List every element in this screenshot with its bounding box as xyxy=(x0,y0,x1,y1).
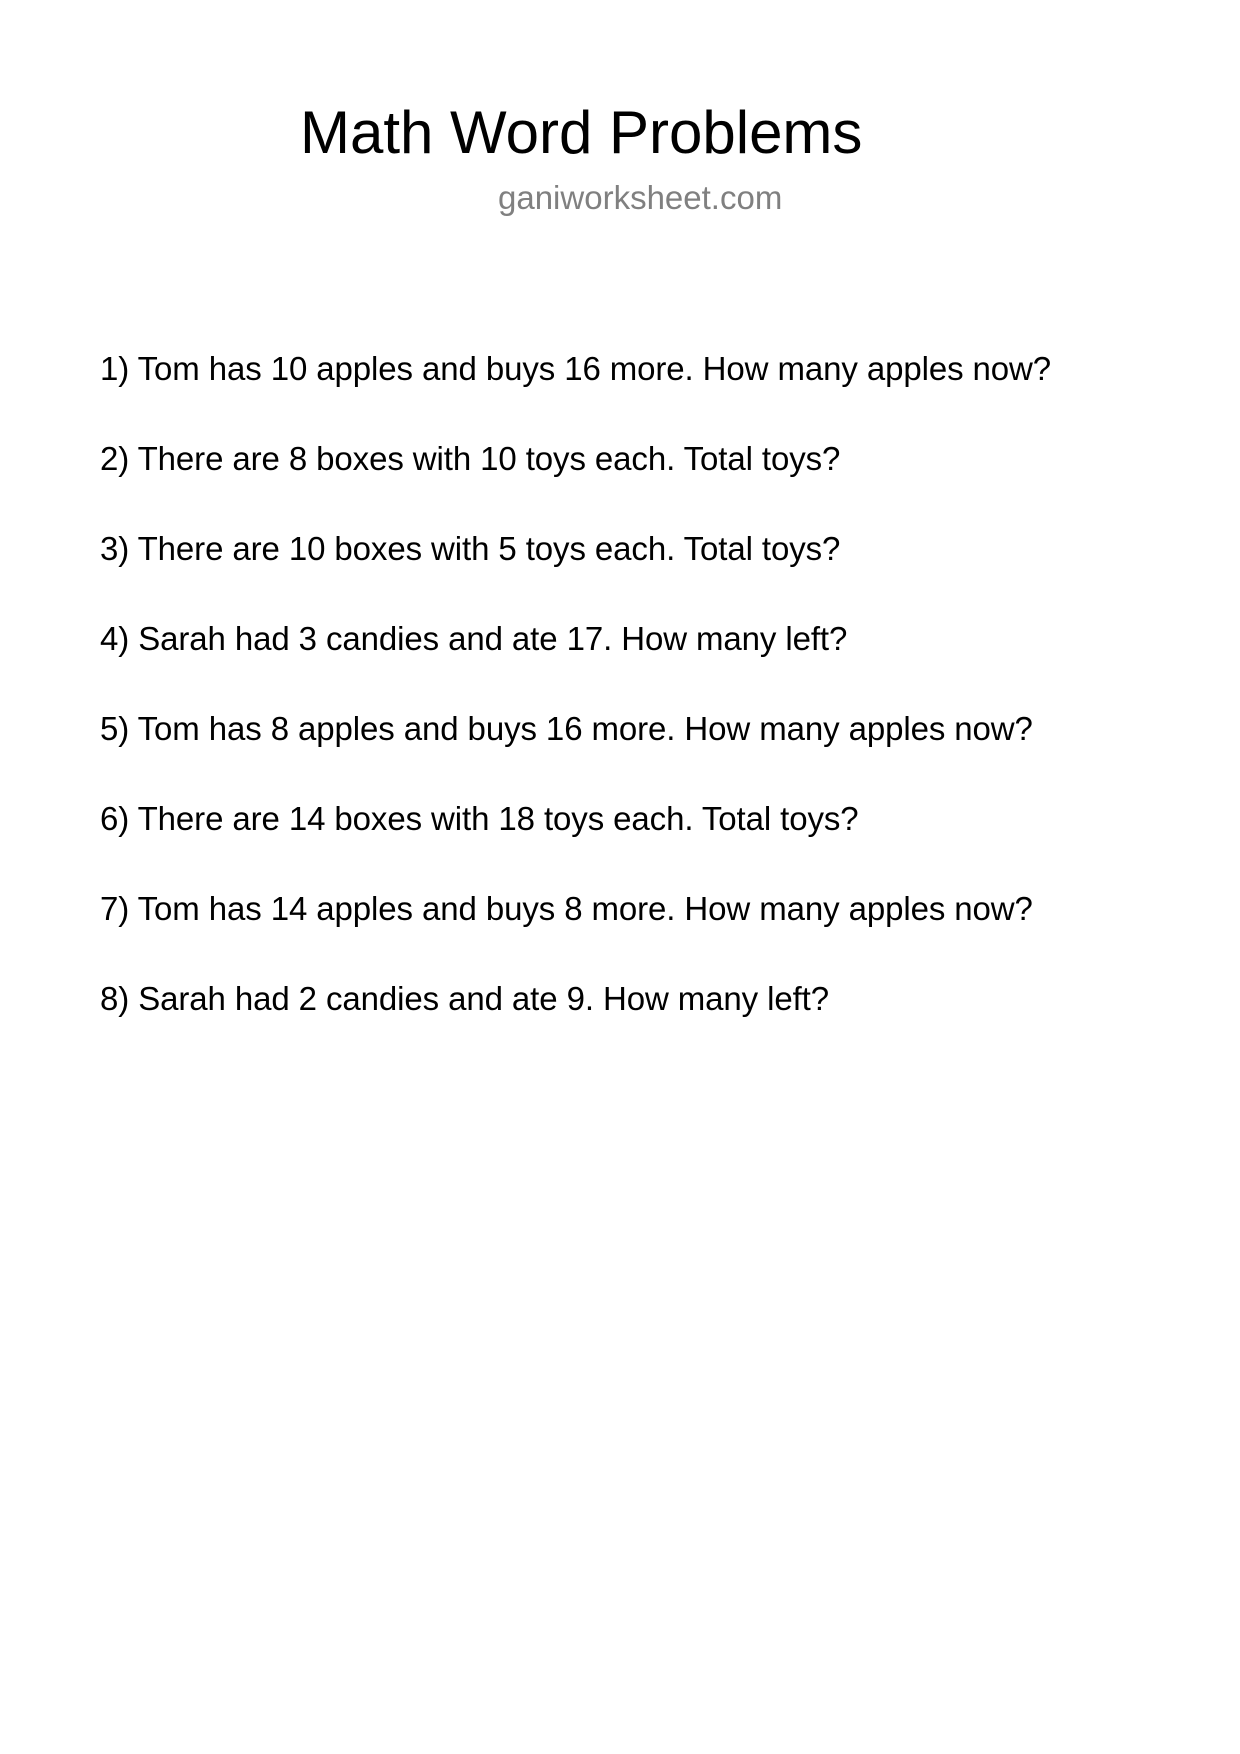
problem-item: 2) There are 8 boxes with 10 toys each. Total toys? xyxy=(100,440,841,477)
problem-item: 6) There are 14 boxes with 18 toys each. Total toys? xyxy=(100,800,859,837)
problem-item: 8) Sarah had 2 candies and ate 9. How many left? xyxy=(100,980,829,1017)
problem-item: 7) Tom has 14 apples and buys 8 more. How many apples now? xyxy=(100,890,1033,927)
worksheet-title: Math Word Problems xyxy=(300,99,863,166)
problem-item: 5) Tom has 8 apples and buys 16 more. How many apples now? xyxy=(100,710,1033,747)
problem-item: 3) There are 10 boxes with 5 toys each. Total toys? xyxy=(100,530,841,567)
problem-list xyxy=(100,349,1051,1069)
problem-item: 4) Sarah had 3 candies and ate 17. How many left? xyxy=(100,620,848,657)
problem-item: 1) Tom has 10 apples and buys 16 more. How many apples now? xyxy=(100,350,1052,387)
worksheet-source: ganiworksheet.com xyxy=(498,179,783,216)
